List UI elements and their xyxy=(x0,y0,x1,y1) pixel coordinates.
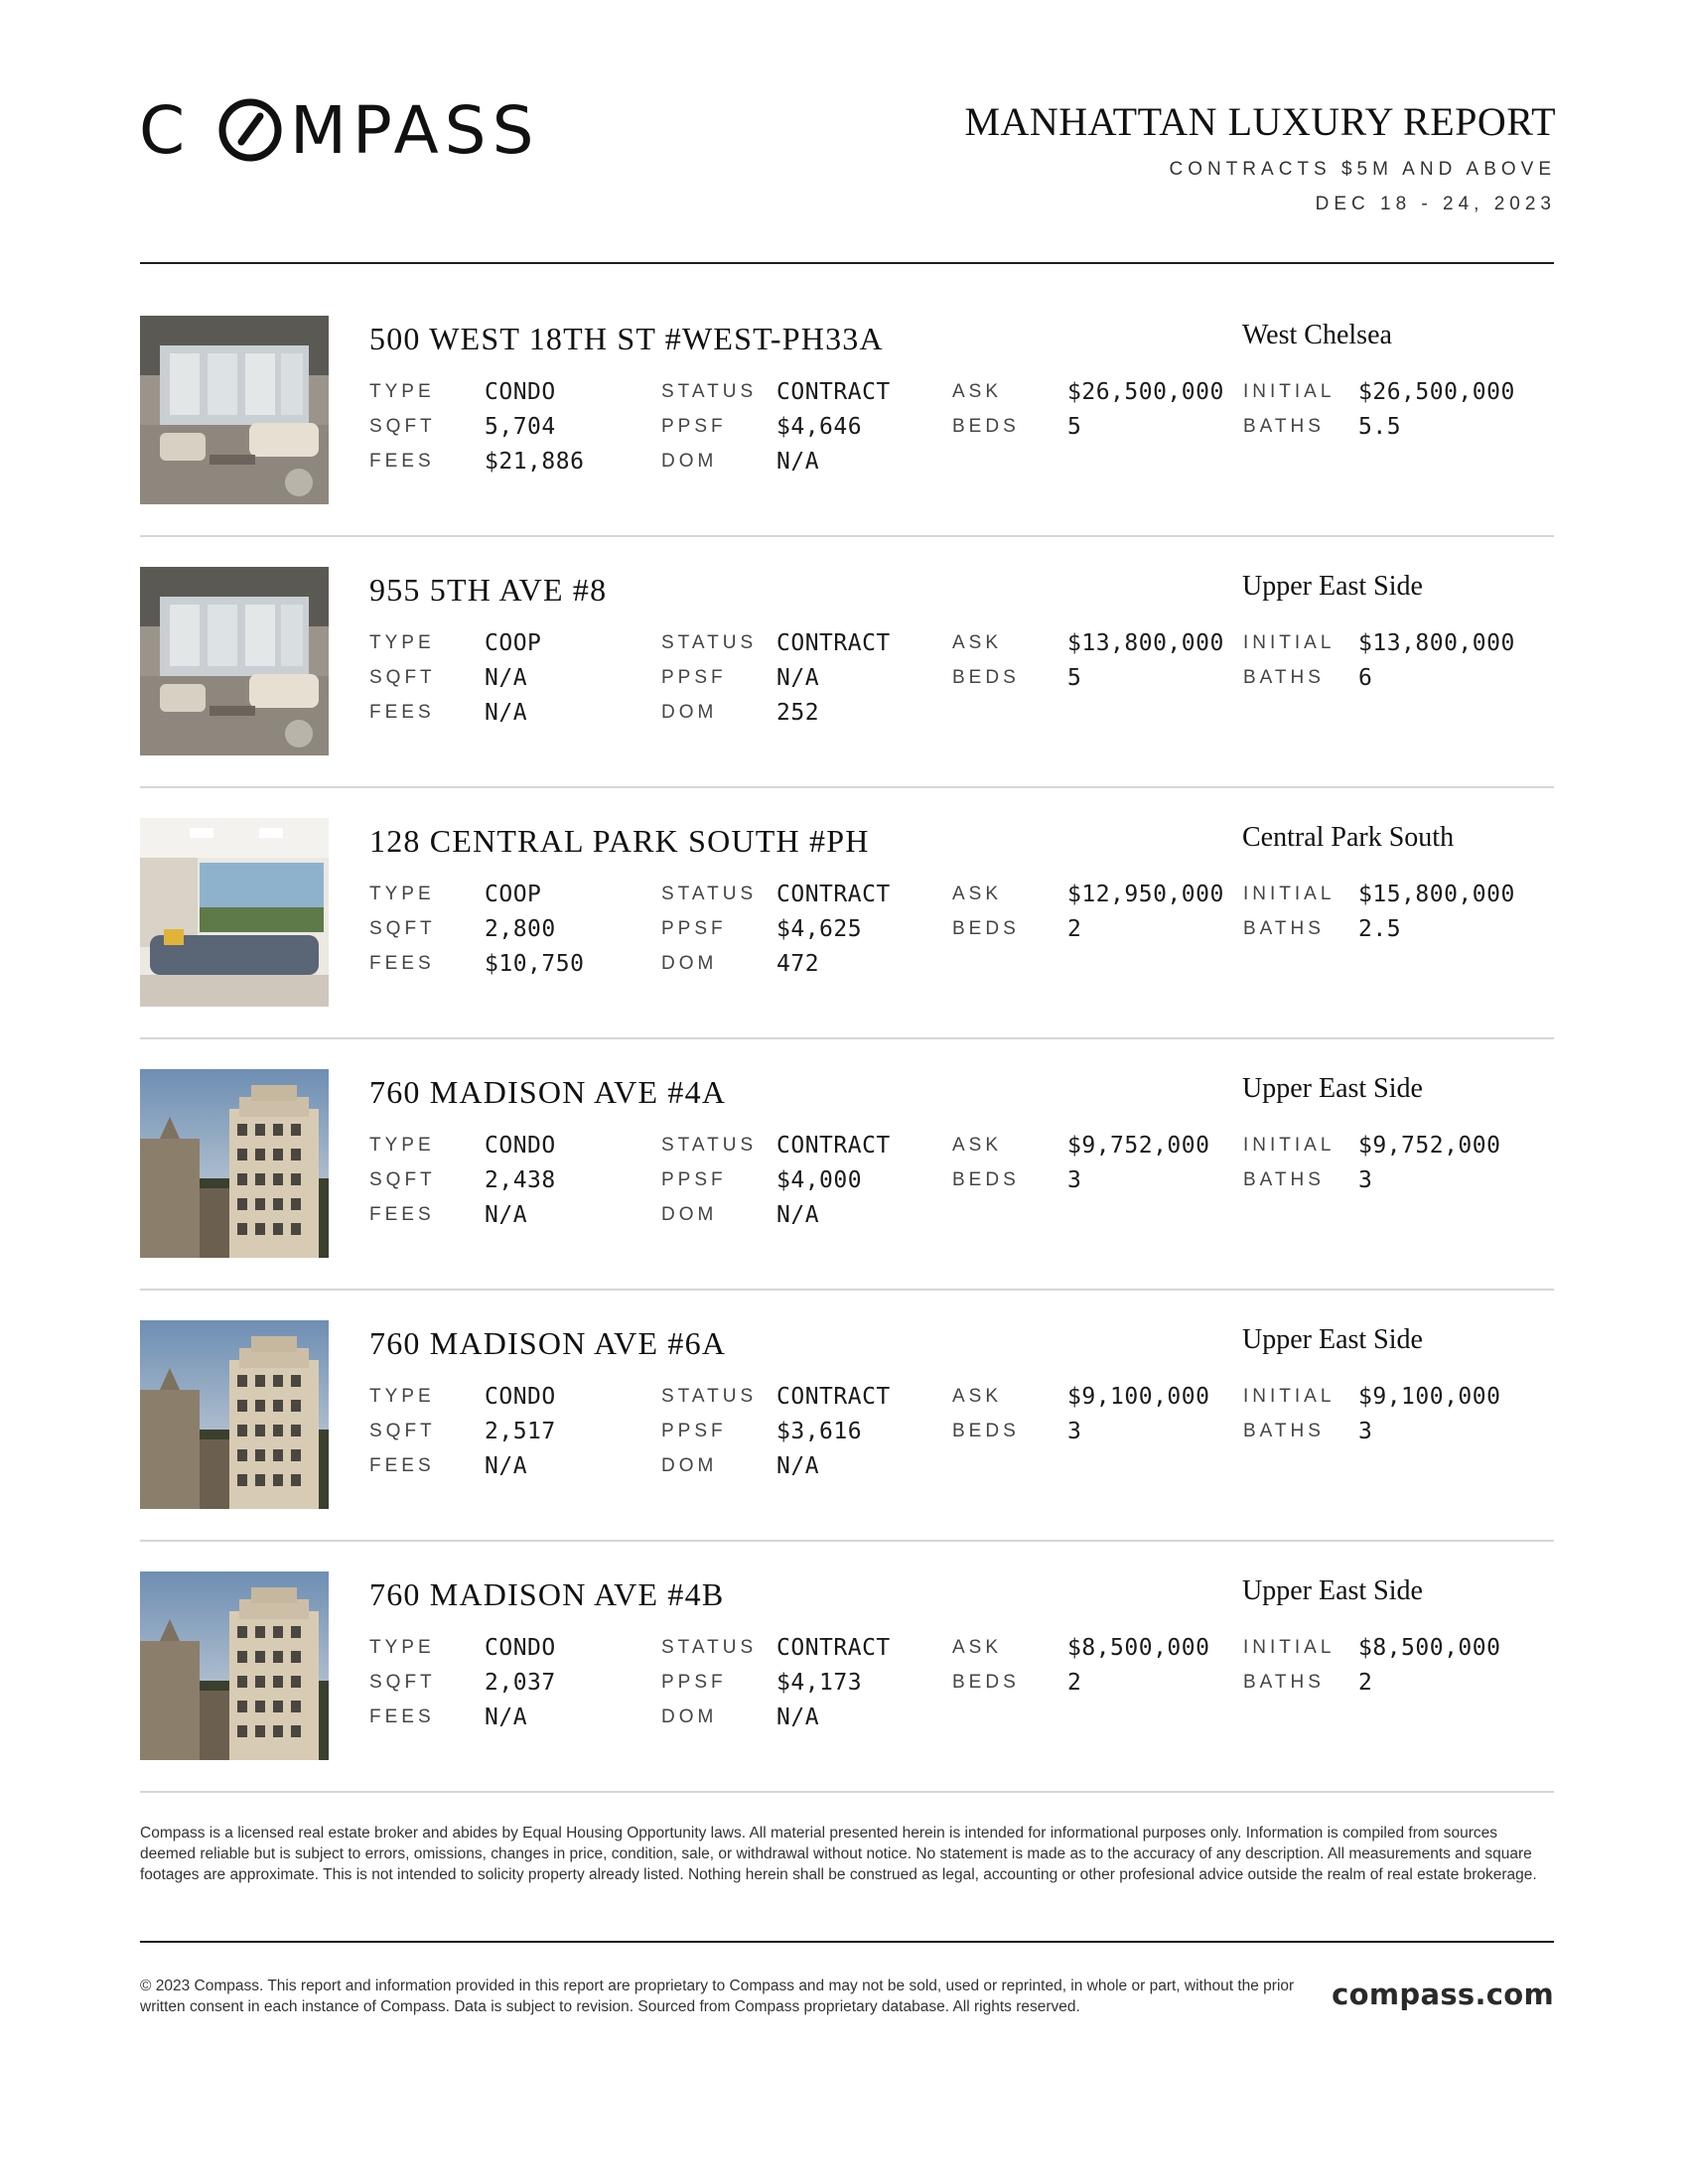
initial-label: INITIAL xyxy=(1243,632,1336,653)
listing-address: 760 MADISON AVE #4B xyxy=(369,1576,725,1612)
initial-value: $26,500,000 xyxy=(1358,379,1515,405)
sqft-value: N/A xyxy=(485,665,528,691)
initial-value: $13,800,000 xyxy=(1358,630,1515,656)
sqft-label: SQFT xyxy=(369,918,436,939)
ppsf-value: $4,000 xyxy=(776,1167,863,1193)
interior-living-room-image xyxy=(140,567,329,755)
ppsf-label: PPSF xyxy=(661,1169,727,1190)
ppsf-label: PPSF xyxy=(661,918,727,939)
ask-value: $13,800,000 xyxy=(1067,630,1224,656)
fees-label: FEES xyxy=(369,1455,435,1476)
ask-value: $9,752,000 xyxy=(1067,1133,1210,1159)
fees-label: FEES xyxy=(369,451,435,472)
dom-value: N/A xyxy=(776,1202,820,1228)
ppsf-label: PPSF xyxy=(661,416,727,437)
listing-divider xyxy=(140,1540,1554,1542)
sqft-value: 2,800 xyxy=(485,916,556,942)
beds-value: 2 xyxy=(1067,1670,1082,1696)
ppsf-value: N/A xyxy=(776,665,820,691)
status-label: STATUS xyxy=(661,381,758,402)
dom-label: DOM xyxy=(661,1455,718,1476)
listing-address: 955 5TH AVE #8 xyxy=(369,572,608,608)
report-date-range: DEC 18 - 24, 2023 xyxy=(1315,194,1556,214)
status-label: STATUS xyxy=(661,1386,758,1407)
initial-value: $15,800,000 xyxy=(1358,882,1515,907)
type-label: TYPE xyxy=(369,884,435,904)
ppsf-value: $4,173 xyxy=(776,1670,863,1696)
initial-label: INITIAL xyxy=(1243,1386,1336,1407)
type-label: TYPE xyxy=(369,632,435,653)
listing-photo xyxy=(140,316,329,504)
initial-label: INITIAL xyxy=(1243,1637,1336,1658)
initial-label: INITIAL xyxy=(1243,884,1336,904)
baths-label: BATHS xyxy=(1243,1672,1325,1693)
status-value: CONTRACT xyxy=(776,1133,891,1159)
sqft-label: SQFT xyxy=(369,667,436,688)
sqft-value: 5,704 xyxy=(485,414,556,440)
listing-neighborhood: Upper East Side xyxy=(1242,571,1423,602)
listing-details xyxy=(369,1633,1554,1742)
ask-value: $12,950,000 xyxy=(1067,882,1224,907)
type-value: CONDO xyxy=(485,1635,556,1661)
type-value: CONDO xyxy=(485,1133,556,1159)
interior-park-view-image xyxy=(140,818,329,1007)
legal-disclaimer: Compass is a licensed real estate broker and abides by Equal Housing Opportunity laws. All material presented herein is intended for informational purposes only. Information is compiled from sources deemed reliable but is subject to errors, omissions, changes in price, condition, sale, or withdrawal without notice. No statement is made as to the accuracy of any description. All measurements and square footages are approximate. This is not intended to solicity property already listed. Nothing herein shall be construed as legal, accounting or other profesional advice outside the realm of real estate brokerage. xyxy=(140,1825,1537,1883)
listing-neighborhood: Upper East Side xyxy=(1242,1073,1423,1104)
building-exterior-image xyxy=(140,1571,329,1760)
beds-value: 3 xyxy=(1067,1419,1082,1444)
beds-label: BEDS xyxy=(952,918,1020,939)
listing-photo xyxy=(140,1069,329,1258)
status-value: CONTRACT xyxy=(776,1635,891,1661)
listing-neighborhood: Central Park South xyxy=(1242,822,1455,853)
status-value: CONTRACT xyxy=(776,630,891,656)
beds-value: 5 xyxy=(1067,665,1082,691)
initial-value: $8,500,000 xyxy=(1358,1635,1501,1661)
baths-label: BATHS xyxy=(1243,1421,1325,1441)
type-value: COOP xyxy=(485,882,542,907)
listing-address: 760 MADISON AVE #4A xyxy=(369,1074,727,1110)
listing-divider xyxy=(140,1791,1554,1793)
dom-value: 252 xyxy=(776,700,820,726)
ask-value: $26,500,000 xyxy=(1067,379,1224,405)
listing-photo xyxy=(140,818,329,1007)
header-divider xyxy=(140,262,1554,264)
type-label: TYPE xyxy=(369,381,435,402)
ppsf-value: $3,616 xyxy=(776,1419,863,1444)
listing-details xyxy=(369,880,1554,989)
status-value: CONTRACT xyxy=(776,1384,891,1410)
dom-value: N/A xyxy=(776,449,820,475)
beds-label: BEDS xyxy=(952,416,1020,437)
listing-divider xyxy=(140,1289,1554,1291)
dom-value: N/A xyxy=(776,1453,820,1479)
fees-label: FEES xyxy=(369,1204,435,1225)
beds-label: BEDS xyxy=(952,1672,1020,1693)
listing-neighborhood: Upper East Side xyxy=(1242,1575,1423,1606)
sqft-label: SQFT xyxy=(369,416,436,437)
dom-label: DOM xyxy=(661,1204,718,1225)
type-label: TYPE xyxy=(369,1386,435,1407)
baths-label: BATHS xyxy=(1243,918,1325,939)
report-subtitle: CONTRACTS $5M AND ABOVE xyxy=(1169,159,1556,180)
fees-value: $21,886 xyxy=(485,449,585,475)
beds-label: BEDS xyxy=(952,667,1020,688)
beds-value: 2 xyxy=(1067,916,1082,942)
type-label: TYPE xyxy=(369,1637,435,1658)
ask-value: $9,100,000 xyxy=(1067,1384,1210,1410)
beds-label: BEDS xyxy=(952,1169,1020,1190)
listing-divider xyxy=(140,535,1554,537)
initial-label: INITIAL xyxy=(1243,381,1336,402)
sqft-label: SQFT xyxy=(369,1672,436,1693)
listing-neighborhood: Upper East Side xyxy=(1242,1324,1423,1355)
status-label: STATUS xyxy=(661,1637,758,1658)
compass-logo xyxy=(139,95,695,165)
website-link[interactable]: compass.com xyxy=(1332,1978,1554,2011)
baths-label: BATHS xyxy=(1243,1169,1325,1190)
type-label: TYPE xyxy=(369,1135,435,1156)
ask-value: $8,500,000 xyxy=(1067,1635,1210,1661)
fees-label: FEES xyxy=(369,1706,435,1727)
baths-label: BATHS xyxy=(1243,667,1325,688)
ask-label: ASK xyxy=(952,884,1003,904)
ppsf-value: $4,646 xyxy=(776,414,863,440)
fees-label: FEES xyxy=(369,953,435,974)
status-value: CONTRACT xyxy=(776,379,891,405)
dom-label: DOM xyxy=(661,953,718,974)
listing-address: 128 CENTRAL PARK SOUTH #PH xyxy=(369,823,870,859)
dom-label: DOM xyxy=(661,1706,718,1727)
listing-divider xyxy=(140,1037,1554,1039)
listing-address: 760 MADISON AVE #6A xyxy=(369,1325,727,1361)
sqft-label: SQFT xyxy=(369,1169,436,1190)
ppsf-value: $4,625 xyxy=(776,916,863,942)
ask-label: ASK xyxy=(952,1637,1003,1658)
building-exterior-image xyxy=(140,1069,329,1258)
listing-row xyxy=(140,1069,1554,1320)
status-label: STATUS xyxy=(661,884,758,904)
ask-label: ASK xyxy=(952,381,1003,402)
footer-divider xyxy=(140,1941,1554,1943)
baths-value: 3 xyxy=(1358,1419,1373,1444)
initial-label: INITIAL xyxy=(1243,1135,1336,1156)
report-header xyxy=(964,97,1556,217)
sqft-value: 2,037 xyxy=(485,1670,556,1696)
baths-value: 5.5 xyxy=(1358,414,1402,440)
listing-row xyxy=(140,1320,1554,1571)
ppsf-label: PPSF xyxy=(661,667,727,688)
status-label: STATUS xyxy=(661,632,758,653)
report-title: MANHATTAN LUXURY REPORT xyxy=(964,99,1556,144)
svg-text:MPASS: MPASS xyxy=(290,95,540,165)
status-value: CONTRACT xyxy=(776,882,891,907)
compass-logo-mark xyxy=(139,95,695,165)
type-value: COOP xyxy=(485,630,542,656)
initial-value: $9,100,000 xyxy=(1358,1384,1501,1410)
beds-value: 5 xyxy=(1067,414,1082,440)
baths-value: 3 xyxy=(1358,1167,1373,1193)
listing-details xyxy=(369,1382,1554,1491)
dom-label: DOM xyxy=(661,702,718,723)
listing-photo xyxy=(140,567,329,755)
listing-photo xyxy=(140,1571,329,1760)
ask-label: ASK xyxy=(952,1135,1003,1156)
listing-row xyxy=(140,818,1554,1069)
sqft-value: 2,517 xyxy=(485,1419,556,1444)
listings-list xyxy=(140,316,1554,1823)
listing-details xyxy=(369,1131,1554,1240)
ppsf-label: PPSF xyxy=(661,1672,727,1693)
dom-value: 472 xyxy=(776,951,820,977)
ask-label: ASK xyxy=(952,1386,1003,1407)
baths-value: 6 xyxy=(1358,665,1373,691)
baths-value: 2 xyxy=(1358,1670,1373,1696)
sqft-label: SQFT xyxy=(369,1421,436,1441)
building-exterior-image xyxy=(140,1320,329,1509)
interior-living-room-image xyxy=(140,316,329,504)
sqft-value: 2,438 xyxy=(485,1167,556,1193)
fees-value: N/A xyxy=(485,1705,528,1730)
type-value: CONDO xyxy=(485,1384,556,1410)
fees-value: N/A xyxy=(485,1453,528,1479)
beds-label: BEDS xyxy=(952,1421,1020,1441)
listing-details xyxy=(369,377,1554,486)
ask-label: ASK xyxy=(952,632,1003,653)
initial-value: $9,752,000 xyxy=(1358,1133,1501,1159)
dom-value: N/A xyxy=(776,1705,820,1730)
fees-label: FEES xyxy=(369,702,435,723)
listing-divider xyxy=(140,786,1554,788)
fees-value: $10,750 xyxy=(485,951,585,977)
svg-text:C: C xyxy=(139,95,192,165)
fees-value: N/A xyxy=(485,700,528,726)
beds-value: 3 xyxy=(1067,1167,1082,1193)
status-label: STATUS xyxy=(661,1135,758,1156)
listing-photo xyxy=(140,1320,329,1509)
type-value: CONDO xyxy=(485,379,556,405)
baths-value: 2.5 xyxy=(1358,916,1402,942)
baths-label: BATHS xyxy=(1243,416,1325,437)
listing-details xyxy=(369,628,1554,738)
listing-address: 500 WEST 18TH ST #WEST-PH33A xyxy=(369,321,884,356)
dom-label: DOM xyxy=(661,451,718,472)
listing-row xyxy=(140,1571,1554,1823)
ppsf-label: PPSF xyxy=(661,1421,727,1441)
listing-neighborhood: West Chelsea xyxy=(1242,320,1392,350)
copyright-notice: © 2023 Compass. This report and information provided in this report are proprietary to Compass and may not be sold, used or reprinted, in whole or part, without the prior written consent in each instance of Compass. Data is subject to revision. Sourced from Compass proprietary database. All rights reserved. xyxy=(140,1978,1295,2015)
listing-row xyxy=(140,567,1554,818)
fees-value: N/A xyxy=(485,1202,528,1228)
listing-row xyxy=(140,316,1554,567)
